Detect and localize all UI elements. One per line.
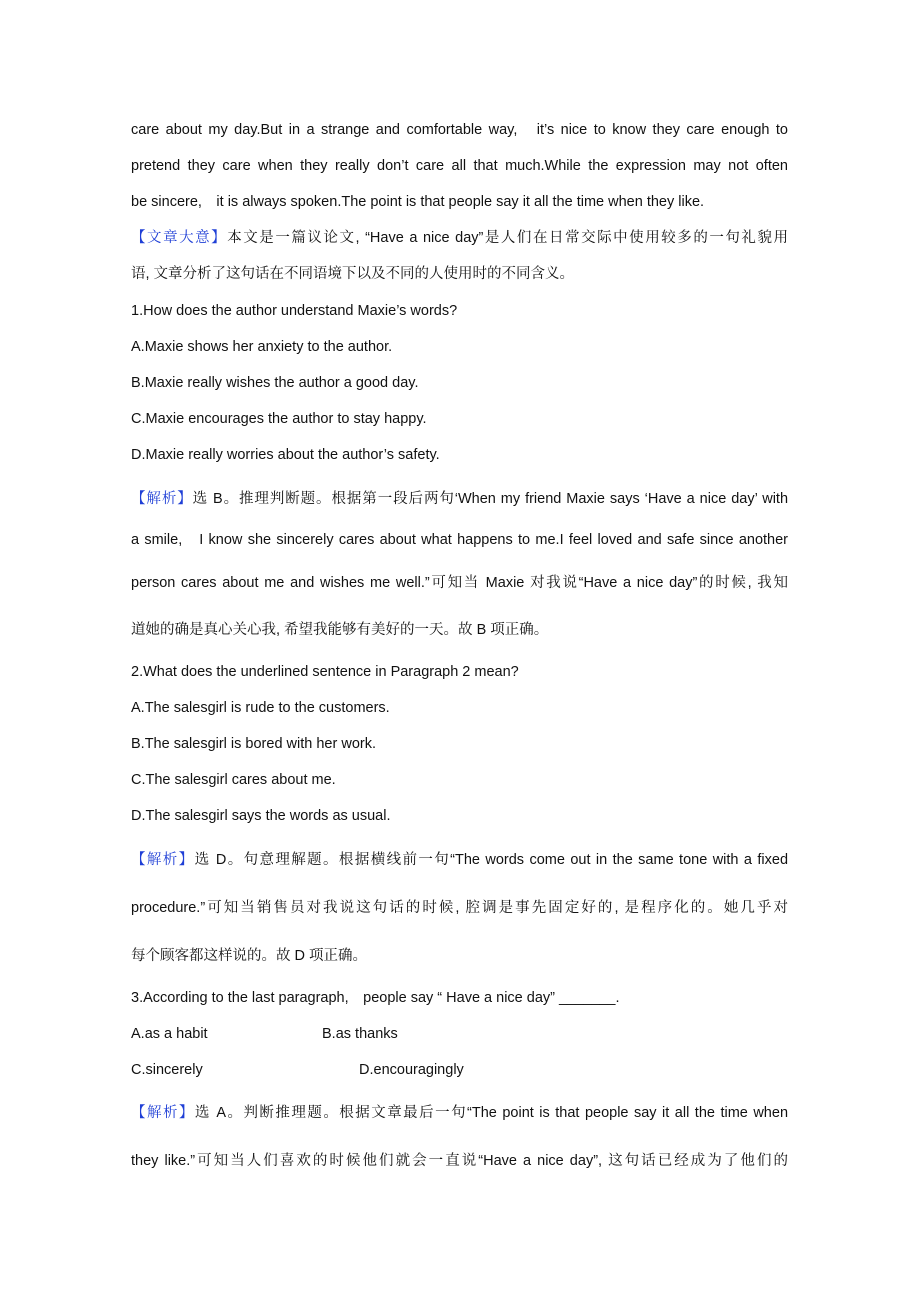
analysis-line — [131, 1102, 788, 1124]
analysis-text: 选 D。句意理解题。根据横线前一句“The words come out in the same tone with a fixed — [194, 852, 789, 868]
option: B.The salesgirl is bored with her work. — [131, 736, 376, 752]
analysis-text: 选 A。判断推理题。根据文章最后一句“The point is that people say it all the time when — [194, 1105, 789, 1121]
question-stem: 2.What does the underlined sentence in Paragraph 2 mean? — [131, 664, 519, 680]
option-row — [131, 1059, 788, 1081]
option: D.The salesgirl says the words as usual. — [131, 808, 391, 824]
passage-line: be sincere, it is always spoken.The point is that people say it all the time when they like. — [131, 194, 705, 210]
option: B.Maxie really wishes the author a good day. — [131, 375, 419, 391]
option: C.The salesgirl cares about me. — [131, 772, 336, 788]
analysis-tag: 【解析】 — [131, 852, 195, 868]
analysis-line: procedure.”可知当销售员对我说这句话的时候, 腔调是事先固定好的, 是程序化的。她几乎对 — [131, 900, 788, 916]
analysis-line — [131, 849, 788, 871]
option-row — [131, 1023, 788, 1045]
analysis-text: 选 B。推理判断题。根据第一段后两句‘When my friend Maxie says ‘Have a nice day’ with — [192, 491, 789, 507]
option: C.sincerely — [131, 1062, 203, 1078]
summary-text: 本文是一篇议论文, “Have a nice day”是人们在日常交际中使用较多的一句礼貌用 — [227, 230, 788, 246]
passage-line: pretend they care when they really don’t care all that much.While the expression may not often — [131, 158, 788, 174]
option: B.as thanks — [322, 1026, 398, 1042]
option: A.Maxie shows her anxiety to the author. — [131, 339, 393, 355]
analysis-line: person cares about me and wishes me well.”可知当 Maxie 对我说“Have a nice day”的时候, 我知 — [131, 575, 788, 591]
analysis-tag: 【解析】 — [131, 1105, 195, 1121]
option: A.as a habit — [131, 1026, 208, 1042]
analysis-line — [131, 488, 788, 510]
question-stem: 3.According to the last paragraph, people say “ Have a nice day” _______. — [131, 990, 620, 1006]
option: D.Maxie really worries about the author’s safety. — [131, 447, 440, 463]
analysis-tag: 【解析】 — [131, 491, 193, 507]
summary-line — [131, 227, 788, 249]
analysis-line: 每个顾客都这样说的。故 D 项正确。 — [131, 948, 368, 964]
passage-line: care about my day.But in a strange and comfortable way, it’s nice to know they care enough to — [131, 122, 788, 138]
analysis-line: a smile, I know she sincerely cares about what happens to me.I feel loved and safe since another — [131, 532, 788, 548]
analysis-line: they like.”可知当人们喜欢的时候他们就会一直说“Have a nice day”, 这句话已经成为了他们的 — [131, 1153, 788, 1169]
analysis-line: 道她的确是真心关心我, 希望我能够有美好的一天。故 B 项正确。 — [131, 622, 549, 638]
option: C.Maxie encourages the author to stay happy. — [131, 411, 427, 427]
summary-line: 语, 文章分析了这句话在不同语境下以及不同的人使用时的不同含义。 — [131, 266, 575, 282]
question-stem: 1.How does the author understand Maxie’s words? — [131, 303, 458, 319]
option: A.The salesgirl is rude to the customers. — [131, 700, 390, 716]
summary-tag: 【文章大意】 — [131, 230, 228, 246]
option: D.encouragingly — [359, 1062, 464, 1078]
